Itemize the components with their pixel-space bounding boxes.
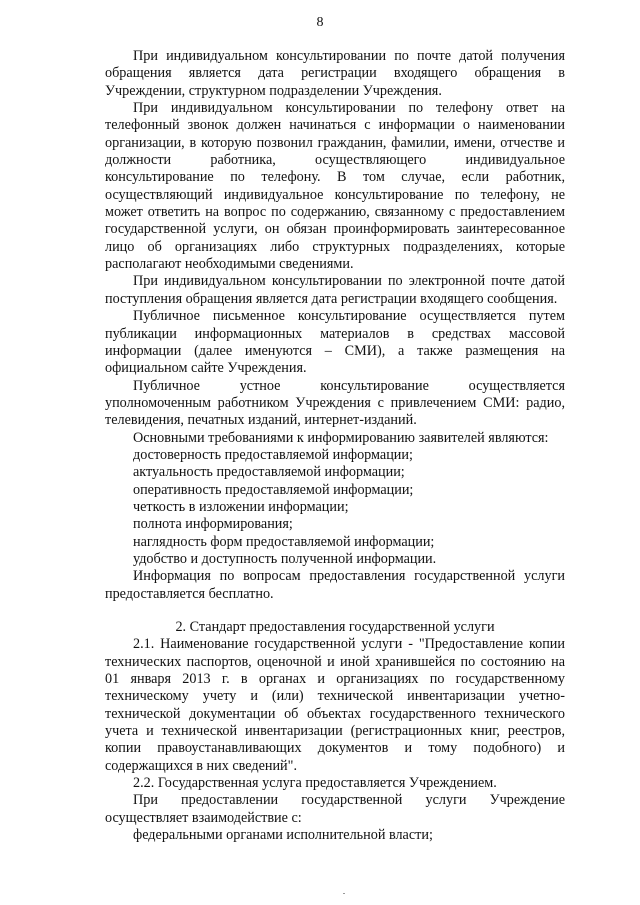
paragraph-mail-consulting: При индивидуальном консультировании по почте датой получения обращения является дата регистрации входящего обращения в Учреждении, структурном подразделении Учреждения. <box>105 48 565 99</box>
paragraph-free-info: Информация по вопросам предоставления государственной услуги предоставляется бесплатно. <box>105 568 565 602</box>
paragraph-service-name: 2.1. Наименование государственной услуги - "Предоставление копии технических паспортов, оценочной и иной хранившейся по состоянию на 01 января 2013 г. в органах и организациях по государственному техническому учету и (или) технической инвентаризации учетно-технической документации об объектах государственного технического учета и технической инвентаризации (регистрационных книг, реестров, копии правоустанавливающих документов и тому подобного) и содержащихся в них сведений". <box>105 636 565 774</box>
paragraph-service-provider: 2.2. Государственная услуга предоставляется Учреждением. <box>133 775 497 792</box>
page-number: 8 <box>316 15 324 30</box>
list-item: полнота информирования; <box>133 516 293 533</box>
document-body <box>105 48 565 844</box>
paragraph-federal-bodies: федеральными органами исполнительной власти; <box>133 827 433 844</box>
list-item: оперативность предоставляемой информации; <box>133 481 414 498</box>
list-item: достоверность предоставляемой информации; <box>133 446 413 463</box>
requirements-list <box>105 447 565 568</box>
list-item: удобство и доступность полученной информации. <box>133 550 437 567</box>
list-item: актуальность предоставляемой информации; <box>133 464 405 481</box>
scan-speck <box>343 893 345 894</box>
list-item: четкость в изложении информации; <box>133 498 349 515</box>
section-heading: 2. Стандарт предоставления государственной услуги <box>175 619 495 635</box>
paragraph-public-written: Публичное письменное консультирование осуществляется путем публикации информационных материалов в средствах массовой информации (далее именуются – СМИ), а также размещения на официальном сайте Учреждения. <box>105 308 565 377</box>
paragraph-email-consulting: При индивидуальном консультировании по электронной почте датой поступления обращения является дата регистрации входящего сообщения. <box>105 273 565 307</box>
paragraph-public-oral: Публичное устное консультирование осуществляется уполномоченным работником Учреждения с привлечением СМИ: радио, телевидения, печатных изданий, интернет-изданий. <box>105 377 565 429</box>
paragraph-phone-consulting: При индивидуальном консультировании по телефону ответ на телефонный звонок должен начинаться с информации о наименовании организации, в которую позвонил гражданин, фамилии, имени, отчестве и должности работника, осуществляющего индивидуальное консультирование по телефону. В том случае, если работник, осуществляющий индивидуальное консультирование по телефону, не может ответить на вопрос по содержанию, связанному с предоставлением государственной услуги, он обязан проинформировать заинтересованное лицо об организациях либо структурных подразделениях, которые располагают необходимыми сведениями. <box>105 100 565 273</box>
list-item: наглядность форм предоставляемой информации; <box>133 533 435 550</box>
paragraph-interaction: При предоставлении государственной услуги Учреждение осуществляет взаимодействие с: <box>105 792 565 826</box>
paragraph-requirements-intro: Основными требованиями к информированию заявителей являются: <box>133 429 549 446</box>
